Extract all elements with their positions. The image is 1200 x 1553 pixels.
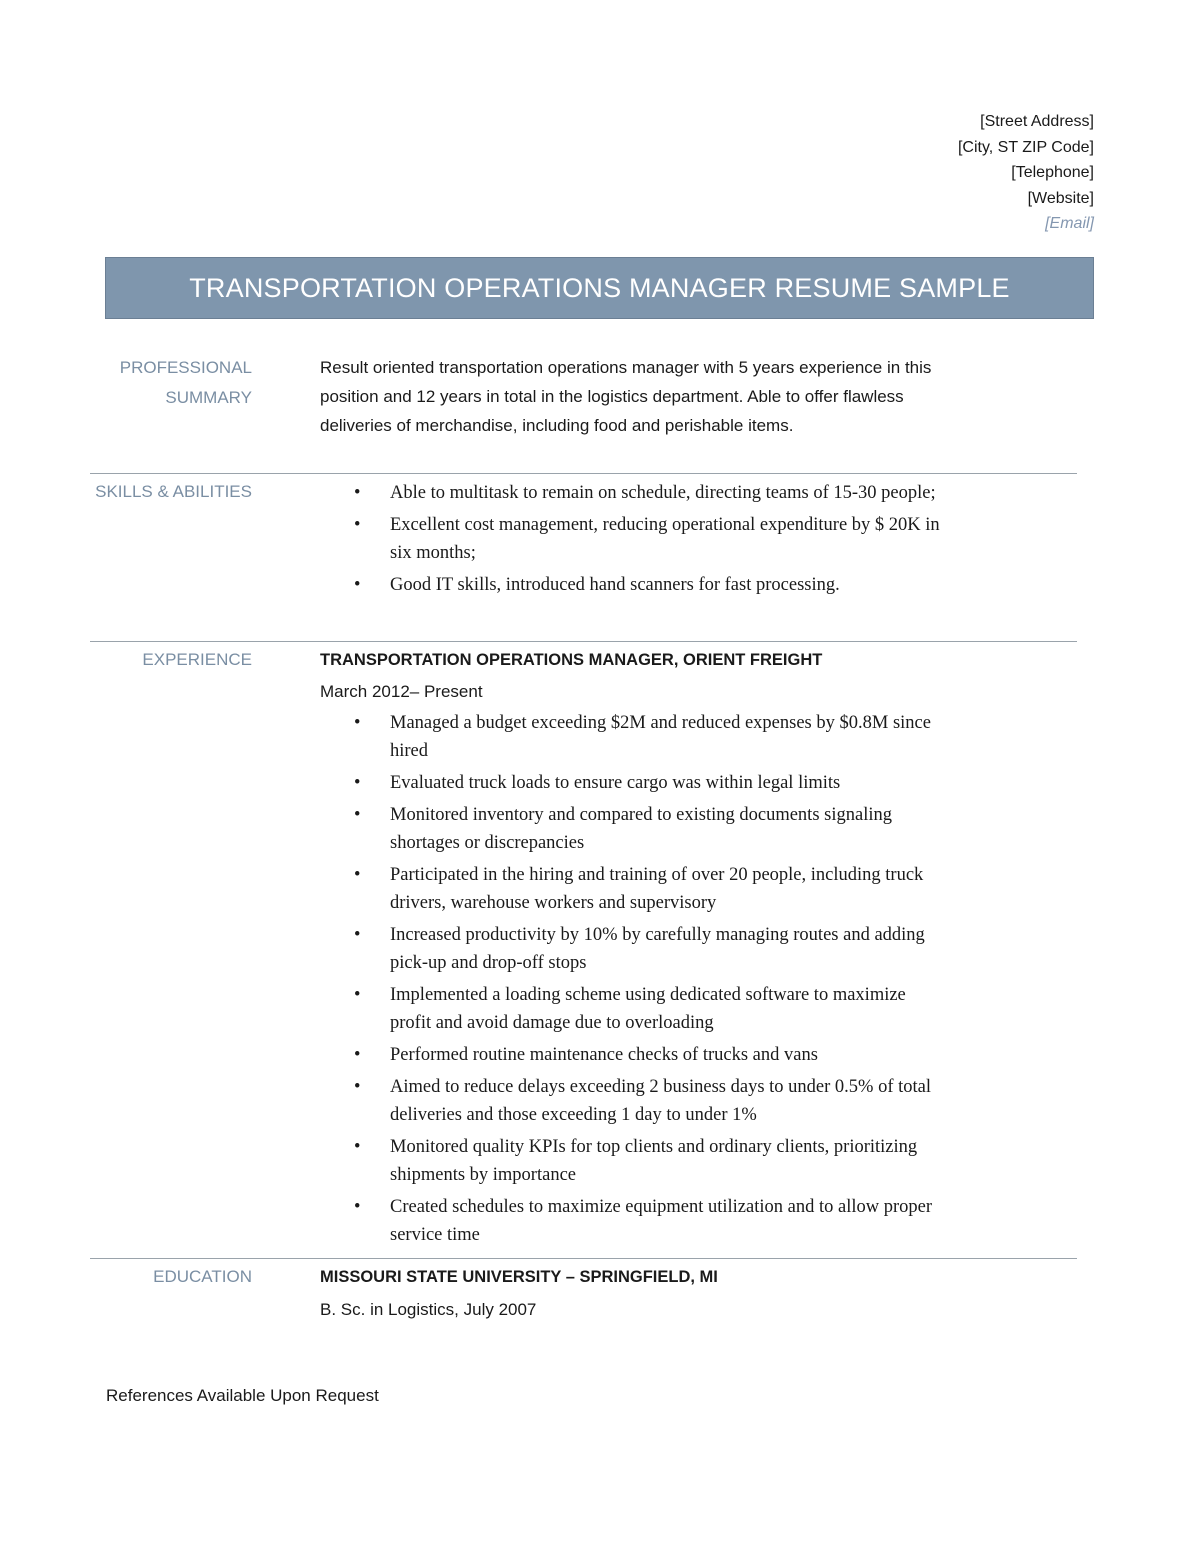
list-item <box>320 709 940 765</box>
summary-text: Result oriented transportation operations manager with 5 years experience in this position and 12 years in total in the logistics department. Able to offer flawless deliveries of merchandise, including food and perishable items. <box>320 358 932 435</box>
summary-label-line1: PROFESSIONAL <box>119 358 252 377</box>
list-item-text: Managed a budget exceeding $2M and reduced expenses by $0.8M since hired <box>390 713 931 761</box>
school-name: MISSOURI STATE UNIVERSITY – SPRINGFIELD, MI <box>320 1268 718 1286</box>
skills-list <box>320 479 940 599</box>
section-label-experience: EXPERIENCE <box>142 650 252 669</box>
references-note: References Available Upon Request <box>106 1386 379 1405</box>
bullet-icon: • <box>354 515 361 535</box>
website: [Website] <box>1027 189 1094 207</box>
list-item <box>320 1193 940 1249</box>
section-label-education: EDUCATION <box>153 1267 252 1286</box>
section-divider <box>90 641 1077 642</box>
list-item-text: Able to multitask to remain on schedule, directing teams of 15-30 people; <box>390 483 936 503</box>
summary-label-line2: SUMMARY <box>165 388 252 407</box>
list-item-text: Participated in the hiring and training of over 20 people, including truck drivers, warehouse workers and supervisory <box>390 865 924 913</box>
list-item-text: Increased productivity by 10% by carefully managing routes and adding pick-up and drop-off stops <box>390 925 925 973</box>
list-item <box>320 479 940 507</box>
list-item-text: Evaluated truck loads to ensure cargo was within legal limits <box>390 773 841 793</box>
section-divider <box>90 473 1077 474</box>
section-label-summary <box>90 353 252 413</box>
page-title: TRANSPORTATION OPERATIONS MANAGER RESUME SAMPLE <box>189 272 1010 303</box>
list-item <box>320 981 940 1037</box>
experience-list <box>320 709 940 1249</box>
city-state-zip: [City, ST ZIP Code] <box>957 138 1094 156</box>
list-item-text: Implemented a loading scheme using dedicated software to maximize profit and avoid damage due to overloading <box>390 985 906 1033</box>
list-item-text: Created schedules to maximize equipment utilization and to allow proper service time <box>390 1197 932 1245</box>
bullet-icon: • <box>354 805 361 825</box>
list-item <box>320 1073 940 1129</box>
list-item <box>320 861 940 917</box>
list-item <box>320 511 940 567</box>
list-item-text: Monitored inventory and compared to existing documents signaling shortages or discrepancies <box>390 805 892 853</box>
section-label-skills: SKILLS & ABILITIES <box>95 482 252 501</box>
degree: B. Sc. in Logistics, July 2007 <box>320 1300 537 1319</box>
section-divider <box>90 1258 1077 1259</box>
bullet-icon: • <box>354 1137 361 1157</box>
bullet-icon: • <box>354 925 361 945</box>
street-address: [Street Address] <box>980 113 1094 130</box>
list-item <box>320 921 940 977</box>
list-item-text: Aimed to reduce delays exceeding 2 business days to under 0.5% of total deliveries and those exceeding 1 day to under 1% <box>390 1077 931 1125</box>
contact-block <box>958 109 1094 237</box>
list-item <box>320 1133 940 1189</box>
bullet-icon: • <box>354 865 361 885</box>
email: [Email] <box>1045 215 1094 232</box>
telephone: [Telephone] <box>1011 164 1094 181</box>
job-dates: March 2012– Present <box>320 682 483 701</box>
list-item-text: Monitored quality KPIs for top clients and ordinary clients, prioritizing shipments by importance <box>390 1137 918 1185</box>
bullet-icon: • <box>354 1077 361 1097</box>
title-banner <box>105 257 1094 319</box>
bullet-icon: • <box>354 483 361 503</box>
bullet-icon: • <box>354 575 361 595</box>
bullet-icon: • <box>354 773 361 793</box>
bullet-icon: • <box>354 713 361 733</box>
bullet-icon: • <box>354 1045 361 1065</box>
list-item <box>320 571 940 599</box>
bullet-icon: • <box>354 985 361 1005</box>
list-item-text: Excellent cost management, reducing operational expenditure by $ 20K in six months; <box>390 515 940 563</box>
list-item <box>320 1041 940 1069</box>
list-item <box>320 769 940 797</box>
job-title: TRANSPORTATION OPERATIONS MANAGER, ORIENT FREIGHT <box>320 651 823 669</box>
list-item <box>320 801 940 857</box>
list-item-text: Good IT skills, introduced hand scanners for fast processing. <box>390 575 840 595</box>
bullet-icon: • <box>354 1197 361 1217</box>
list-item-text: Performed routine maintenance checks of trucks and vans <box>390 1045 818 1065</box>
